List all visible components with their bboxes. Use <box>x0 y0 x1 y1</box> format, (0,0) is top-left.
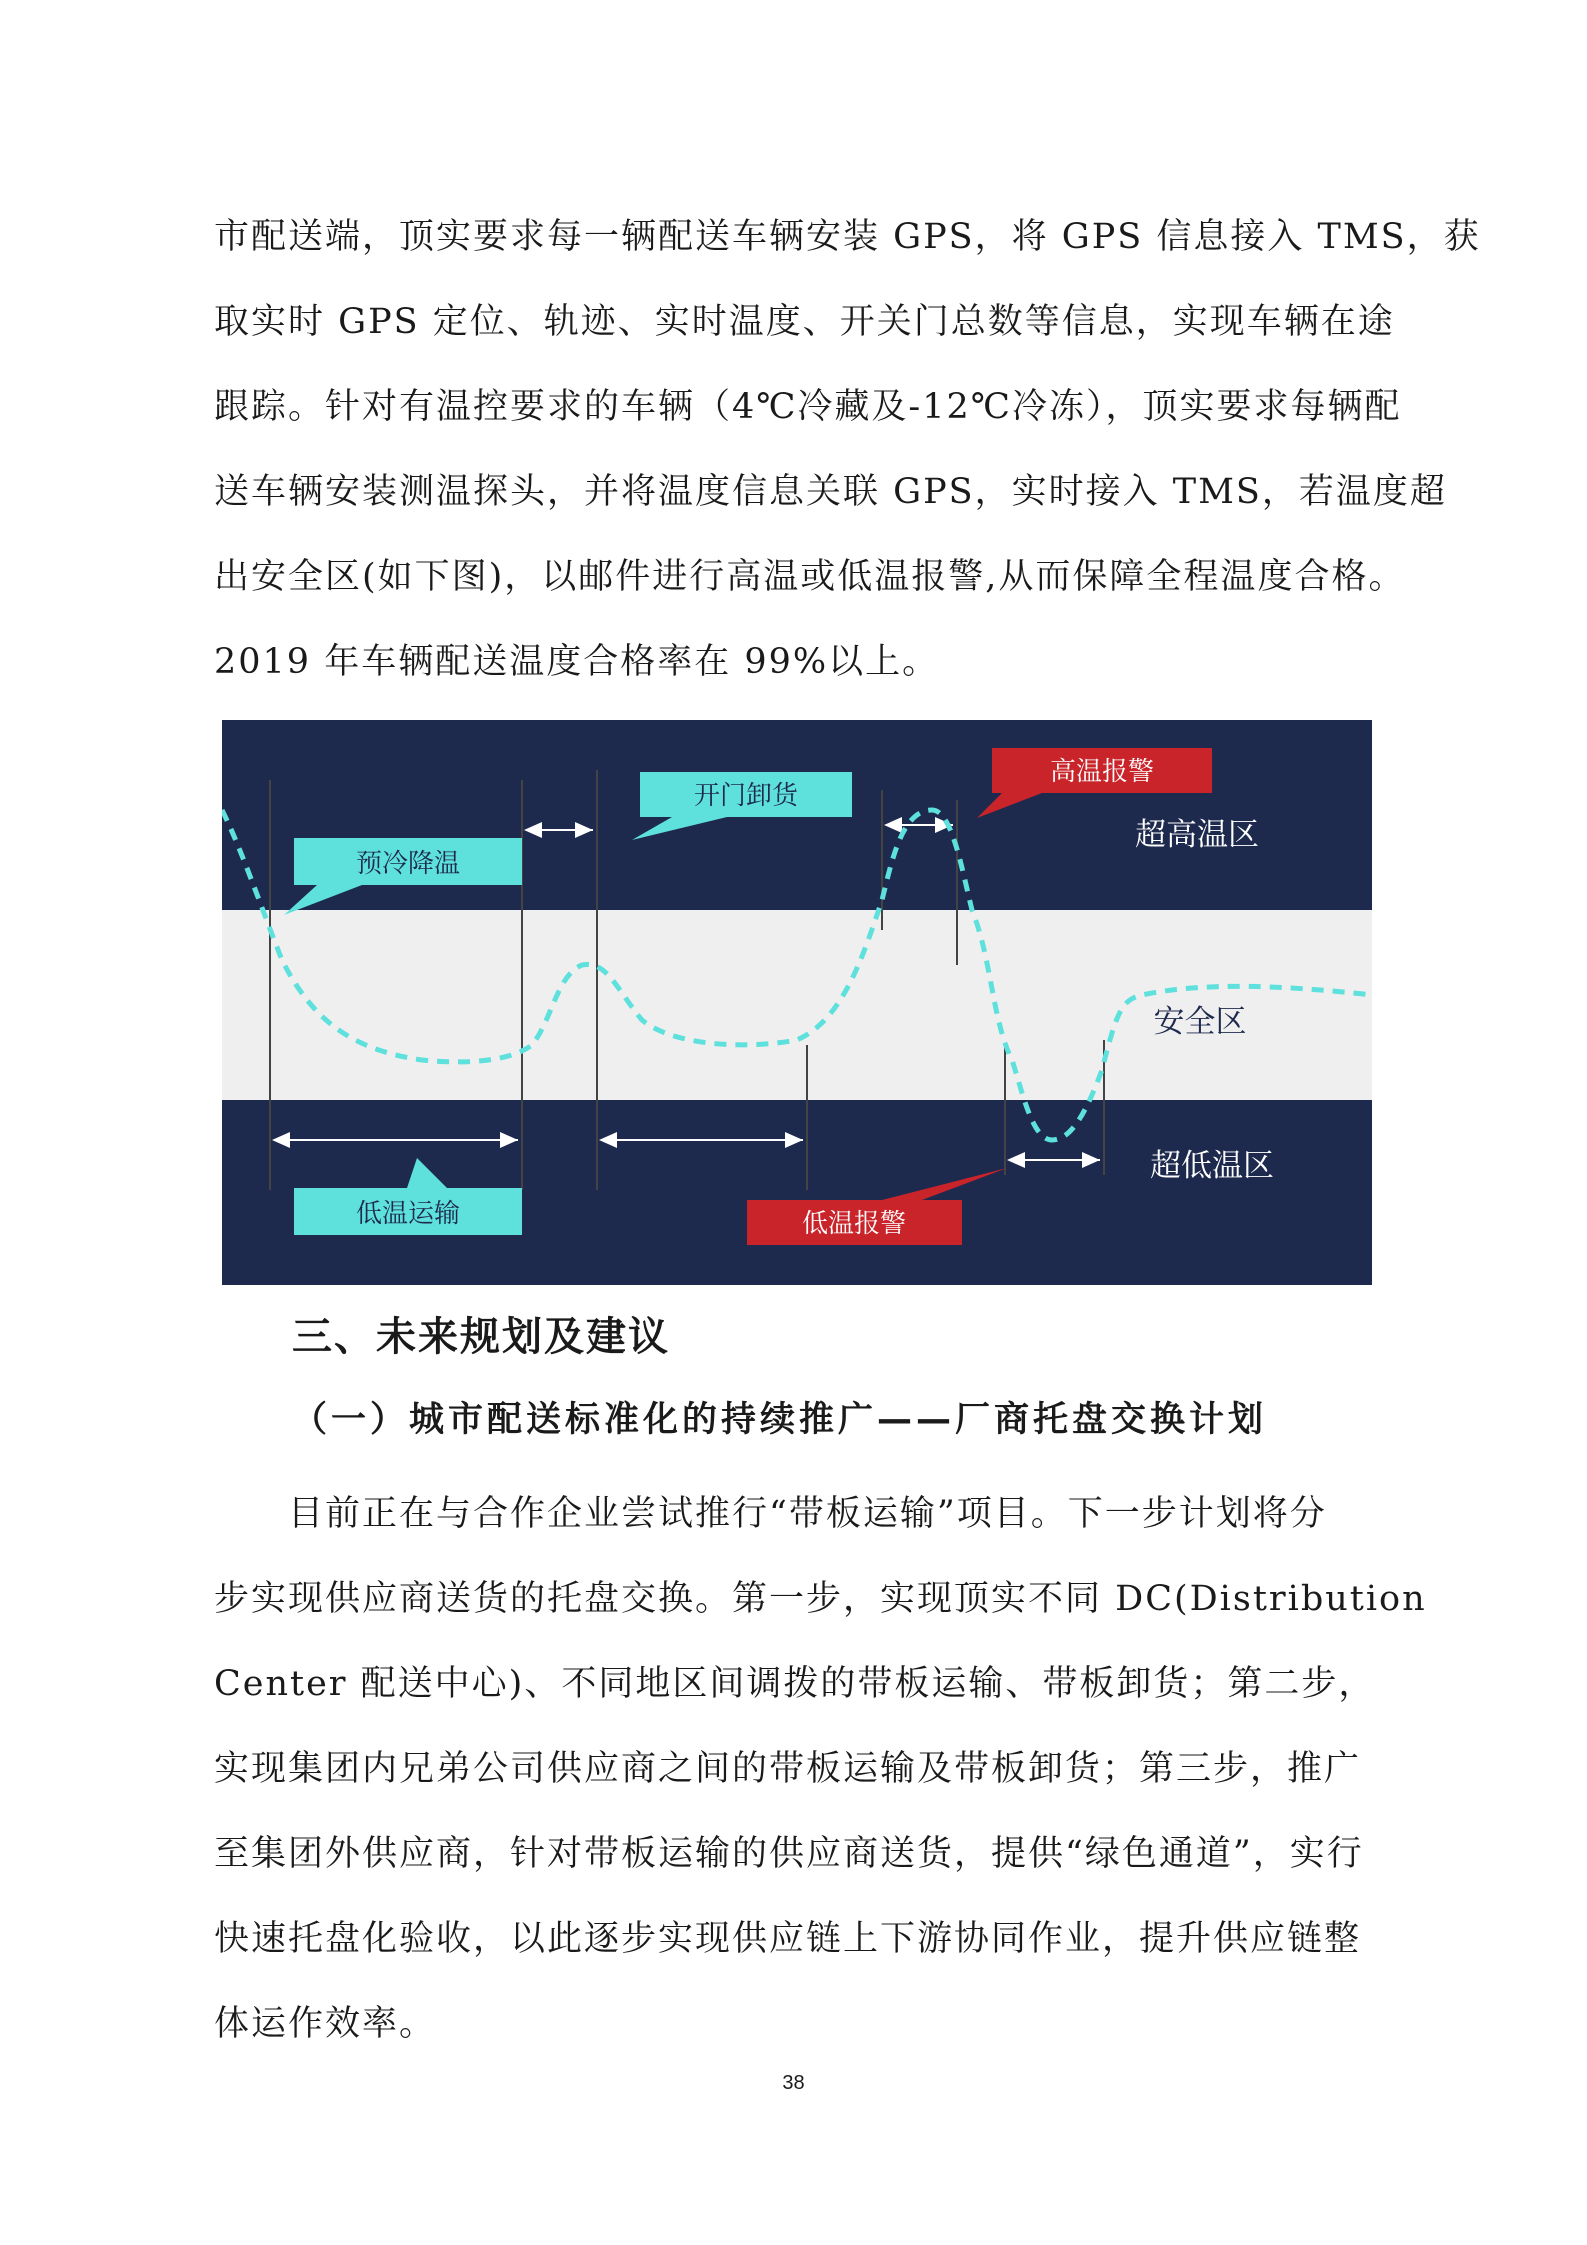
paragraph-line: 实现集团内兄弟公司供应商之间的带板运输及带板卸货；第三步，推广 <box>214 1749 1362 1789</box>
section-heading: 三、未来规划及建议 <box>292 1314 670 1360</box>
callout-precool-text: 预冷降温 <box>355 849 461 879</box>
subsection-heading: （一）城市配送标准化的持续推广——厂商托盘交换计划 <box>292 1400 1268 1440</box>
zone-label-low: 超低温区 <box>1150 1148 1274 1184</box>
paragraph-line: 步实现供应商送货的托盘交换。第一步，实现顶实不同 DC(Distribution <box>214 1579 1427 1619</box>
page-number: 38 <box>782 2072 805 2094</box>
paragraph-line: 送车辆安装测温探头，并将温度信息关联 GPS，实时接入 TMS，若温度超 <box>214 472 1447 512</box>
zone-label-high: 超高温区 <box>1135 817 1259 853</box>
paragraph-line: 体运作效率。 <box>214 2004 437 2044</box>
callout-low-alarm-text: 低温报警 <box>801 1209 907 1239</box>
paragraph-line: 至集团外供应商，针对带板运输的供应商送货，提供“绿色通道”，实行 <box>214 1834 1364 1874</box>
callout-high-alarm-text: 高温报警 <box>1049 757 1155 787</box>
paragraph-line: 市配送端，顶实要求每一辆配送车辆安装 GPS，将 GPS 信息接入 TMS，获 <box>214 217 1481 257</box>
paragraph-line: 取实时 GPS 定位、轨迹、实时温度、开关门总数等信息，实现车辆在途 <box>214 302 1395 342</box>
paragraph-line: 出安全区(如下图)，以邮件进行高温或低温报警,从而保障全程温度合格。 <box>214 557 1406 597</box>
callout-open-door-text: 开门卸货 <box>693 781 799 811</box>
paragraph-line: 2019 年车辆配送温度合格率在 99%以上。 <box>214 642 940 682</box>
temperature-zone-diagram <box>222 720 1372 1285</box>
paragraph-line: 目前正在与合作企业尝试推行“带板运输”项目。下一步计划将分 <box>214 1494 1327 1534</box>
diagram-canvas <box>222 720 1372 1285</box>
paragraph-line: 跟踪。针对有温控要求的车辆（4℃冷藏及-12℃冷冻），顶实要求每辆配 <box>214 387 1402 427</box>
paragraph-line: 快速托盘化验收，以此逐步实现供应链上下游协同作业，提升供应链整 <box>214 1919 1362 1959</box>
paragraph-line: Center 配送中心)、不同地区间调拨的带板运输、带板卸货；第二步， <box>214 1664 1376 1704</box>
zone-label-safe: 安全区 <box>1153 1004 1247 1040</box>
callout-low-transport-text: 低温运输 <box>355 1199 461 1229</box>
